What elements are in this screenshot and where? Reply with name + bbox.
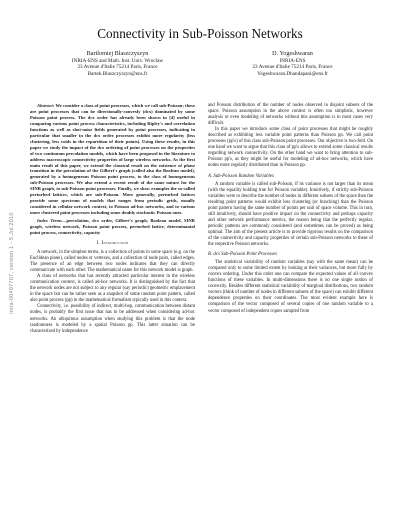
author-email: Bartek.Blaszczyszyn@ens.fr: [87, 71, 148, 77]
abstract: [30, 103, 195, 216]
left-column: [30, 103, 195, 335]
body-paragraph: In this paper we introduce some class of point processes that might be roughly described as exhibiting less variable point patterns than Poisson pp. We call point processes (pp's) of this class sub-Poisson point processes. Our objective is two-fold. On one hand we want to argue that this class of pp's allows to extend some classical results regarding network connectivity. On the other hand we want to bring attention to sub-Poisson pp's, as they might be useful for modeling of ad-hoc networks, which have nodes more regularly distributed than in Poisson pp.: [208, 127, 373, 169]
body-paragraph: and Poisson distribution of the number of nodes observed in disjoint subsets of the space. Poisson assumption in the above context is often too simplistic, however analysis or even modeling of networks without this assumption is in most cases very difficult.: [208, 103, 373, 127]
body-paragraph: The statistical variability of random variables (say with the same mean) can be compared only to some limited extent by looking at their variances, but more fully by convex ordering. Under this order one can compare the expected values of all convex functions of these variables. In multi-dimensions there is no one single notion of convexity. Besides different statistical variability of marginal distributions, two random vectors (think of number of nodes in different subsets of the space) can exhibit different dependence properties on their coordinates. The most evident example here is comparison of the vector composed of several copies of one random variable to a vector composed of independent copies sampled from: [208, 260, 373, 314]
abstract-label: Abstract:: [37, 103, 55, 108]
author-affiliation: INRIA-ENS and Math. Inst. Univ. Wroclaw: [71, 57, 164, 64]
abstract-text: We consider a class of point processes, which we call sub-Poisson; these are point processes that can be directionally-convexly (dcx) dominated by some Poisson point process. The dcx order has already been shown in [4] useful in comparing various point process characteristics, including Ripley's and correlation functions as well as shot-noise fields generated by point processes, indicating in particular that smaller in the dcx order processes exhibit more regularity (less clustering, less voids in the repartition of their points). Using these results, in this paper we study the impact of the dcx ordering of point processes on the properties of two continuum percolation models, which have been proposed in the literature to address macroscopic connectivity properties of large wireless networks. As the first main result of this paper, we extend the classical result on the existence of phase transition in the percolation of the Gilbert's graph (called also the Boolean model), generated by a homogeneous Poisson point process, to the class of homogeneous sub-Poisson processes. We also extend a recent result of the same nature for the SINR graph, to sub-Poisson point processes. Finally, we show examples the so-called perturbed lattices, which are sub-Poisson. More generally, perturbed lattices provide some spectrum of models that ranges from periodic grids, usually considered in cellular network context, to Poisson ad-hoc networks, and to various more clustered point processes including some doubly stochastic Poisson ones.: [30, 103, 195, 216]
subsection-heading-a: A. Sub-Poisson Random Variables: [208, 173, 274, 179]
author-name: D. Yogeshwaran: [272, 50, 313, 57]
body-paragraph: A class of networks that has recently attracted particular interest in the wireless communication context, is called ad-hoc networks. It is distinguished by the fact that the network nodes are not subject to any regular (say periodic) geometric emplacement in the space but can be rather seen as a snapshot of some random point pattern, called also point process (pp) in the mathematical formalism typically used in this context.: [30, 274, 195, 304]
subsection-heading-b: B. dcx Sub-Poisson Point Processes: [208, 252, 277, 258]
author-1: [30, 50, 205, 78]
author-email: Yogeshwaran.Dhandapani@ens.fr: [257, 71, 328, 77]
body-paragraph: A random variable is called sub-Poisson, if its variance is not larger than its mean (with the equality holding true for Poisson variable). Intuitively, if strictly sub-Poisson variables were to describe the number of nodes in different subsets of the space then the resulting point patterns would exhibit less clustering (or bunching) than the Poisson point pattern having the same number of points per unit of space volume. This in turn, still intuitively, should have positive impact on the connectivity and perhaps capacity and other network performance metrics, the reason being that the perfectly regular, periodic patterns are commonly considered (and sometimes can be proved) as being optimal. The aim of the present article is to provide rigorous results on the comparison of the connectivity and capacity properties of certain sub-Poisson networks to these of the respective Poisson networks.: [208, 181, 373, 248]
author-block: [30, 50, 380, 78]
paper-title: Connectivity in Sub-Poisson Networks: [97, 26, 303, 41]
right-column: [208, 103, 373, 315]
index-terms: [30, 218, 195, 236]
author-affiliation: INRIA-ENS: [279, 57, 306, 64]
author-address: 23 Avenue d'Italie 75214 Paris, France: [77, 64, 158, 71]
index-terms-label: Index Terms: [37, 218, 62, 224]
author-name: Bartlomiej Blaszczyszyn: [86, 50, 149, 57]
author-2: [205, 50, 380, 78]
author-address: 23 Avenue d'Italie 75214 Paris, France: [252, 64, 333, 71]
section-heading-intro: I. Introduction: [96, 240, 129, 246]
index-terms-text: —percolation, dcx order, Gilbert's graph, Boolean model, SINR graph, wireless network, Poisson point process, perturbed lattice, determinantal point process, connectivity, capacity: [30, 218, 195, 236]
arxiv-watermark: inria-00497707, version 1 - 5 Jul 2010: [9, 212, 15, 314]
body-paragraph: Connectivity, i.e. possibility of indirect, multi-hop, communication between distant nodes, is probably the first issue that has to be addressed when considering ad-hoc networks. An ubiquitous assumption when studying this problem is that the node randomness is modeled by a spatial Poisson pp. This latter situation can be characterized by independence: [30, 304, 195, 334]
body-paragraph: A network, in the simplest terms, is a collection of points in some space (e.g. on the Euclidean plane), called nodes or vertexes, and a collection of node pairs, called edges. The presence of an edge between two nodes indicates that they can directly communicate with each other. The mathematical name for this network model is graph.: [30, 250, 195, 274]
